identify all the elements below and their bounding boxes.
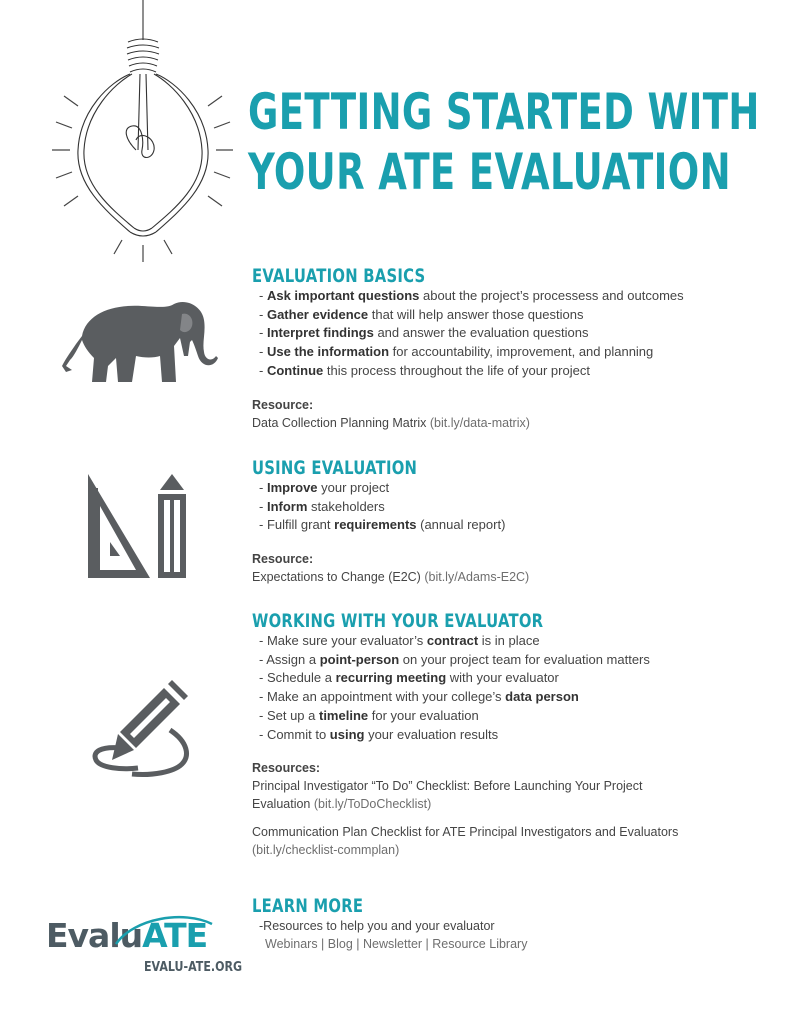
section-heading: WORKING WITH YOUR EVALUATOR bbox=[252, 610, 544, 632]
resource-link[interactable]: (bit.ly/data-matrix) bbox=[429, 415, 530, 430]
using-list bbox=[252, 479, 529, 535]
resource-entry bbox=[252, 823, 678, 859]
elephant-icon bbox=[62, 296, 218, 392]
list-item: - Make sure your evaluator’s contract is in place bbox=[259, 633, 540, 648]
resource-entry bbox=[252, 777, 678, 813]
section-heading: USING EVALUATION bbox=[252, 457, 418, 479]
list-item: - Set up a timeline for your evaluation bbox=[259, 707, 479, 723]
resource-label: Resource: bbox=[252, 552, 314, 567]
list-item: - Interpret findings and answer the evaluation questions bbox=[259, 325, 589, 341]
link-blog[interactable]: Blog bbox=[327, 937, 353, 951]
title-line-1: GETTING STARTED WITH bbox=[248, 83, 760, 141]
evaluate-logo[interactable] bbox=[46, 916, 243, 975]
lightbulb-icon bbox=[50, 0, 235, 265]
resource-link[interactable]: (bit.ly/checklist-commplan) bbox=[252, 843, 400, 858]
link-newsletter[interactable]: Newsletter bbox=[363, 937, 423, 951]
list-item: - Schedule a recurring meeting with your evaluator bbox=[259, 670, 559, 686]
logo-swoosh-icon bbox=[114, 914, 214, 954]
link-webinars[interactable]: Webinars bbox=[265, 937, 318, 951]
resource-link[interactable]: (bit.ly/Adams-E2C) bbox=[424, 570, 530, 585]
basics-list bbox=[252, 287, 684, 381]
section-heading: EVALUATION BASICS bbox=[252, 265, 426, 287]
resource-entry bbox=[252, 414, 684, 432]
link-resource-library[interactable]: Resource Library bbox=[432, 937, 528, 951]
resource-name: Principal Investigator “To Do” Checklist: Before Launching Your Project bbox=[252, 779, 643, 794]
list-item: - Make an appointment with your college’s data person bbox=[259, 689, 579, 705]
section-working-with-evaluator bbox=[252, 610, 678, 859]
section-heading: LEARN MORE bbox=[252, 895, 364, 917]
resource-label: Resources: bbox=[252, 761, 321, 776]
resource-name: Data Collection Planning Matrix bbox=[252, 415, 427, 430]
title-line-2: YOUR ATE EVALUATION bbox=[248, 143, 731, 201]
learn-more-text: -Resources to help you and your evaluator bbox=[259, 919, 495, 933]
list-item: - Ask important questions about the project’s processess and outcomes bbox=[259, 288, 684, 303]
pencil-icon bbox=[92, 678, 196, 782]
ruler-pencil-icon bbox=[88, 474, 193, 578]
logo-wordmark: EvaluATE bbox=[46, 916, 208, 955]
section-using-evaluation bbox=[252, 457, 529, 586]
resource-label: Resource: bbox=[252, 397, 314, 412]
list-item: - Fulfill grant requirements (annual report) bbox=[259, 517, 506, 533]
logo-url[interactable]: EVALU-ATE.ORG bbox=[144, 960, 243, 975]
list-item: - Inform stakeholders bbox=[259, 498, 385, 514]
working-list bbox=[252, 632, 678, 744]
resource-name: Expectations to Change (E2C) bbox=[252, 570, 421, 585]
page-title bbox=[248, 82, 760, 202]
section-evaluation-basics bbox=[252, 265, 684, 432]
section-learn-more bbox=[252, 895, 527, 953]
resource-name-cont: Evaluation bbox=[252, 797, 311, 812]
list-item: - Commit to using your evaluation results bbox=[259, 726, 499, 742]
list-item: - Gather evidence that will help answer those questions bbox=[259, 306, 584, 322]
list-item: - Continue this process throughout the life of your project bbox=[259, 362, 590, 378]
resource-link[interactable]: (bit.ly/ToDoChecklist) bbox=[313, 797, 432, 812]
list-item: - Improve your project bbox=[259, 480, 390, 495]
list-item: - Assign a point-person on your project team for evaluation matters bbox=[259, 651, 650, 667]
resource-entry bbox=[252, 568, 529, 586]
learn-more-links: Webinars | Blog | Newsletter | Resource Library bbox=[265, 937, 528, 951]
resource-name: Communication Plan Checklist for ATE Principal Investigators and Evaluators bbox=[252, 825, 679, 840]
list-item: - Use the information for accountability, improvement, and planning bbox=[259, 344, 654, 360]
